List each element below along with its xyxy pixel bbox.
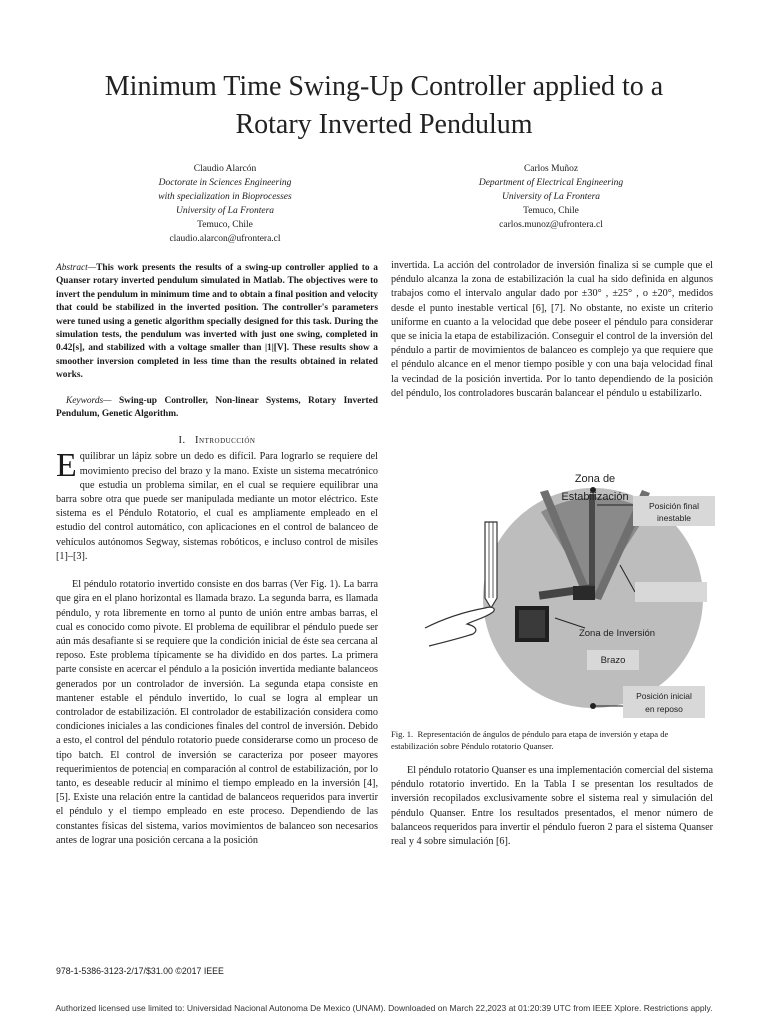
author-email: carlos.munoz@ufrontera.cl [499,220,603,230]
keywords [56,395,378,422]
title-line-2: Rotary Inverted Pendulum [235,109,533,140]
right-column-text-1 [391,259,713,401]
paper-title [40,68,728,144]
pivot-block [573,586,595,600]
initial-pos-label-2: en reposo [645,704,683,714]
author-city: Temuco, Chile [523,206,579,216]
author-affiliation: University of La Frontera [501,192,601,202]
right-column-text-2 [391,764,713,849]
author-affiliation: with specialization in Bioprocesses [158,192,292,202]
section-title: Introducción [195,435,256,447]
copyright-line: 978-1-5386-3123-2/17/$31.00 ©2017 IEEE [56,966,224,976]
final-pos-label-1: Posición final [648,501,700,511]
authorized-use-notice: Authorized licensed use limited to: Universidad Nacional Autonoma De Mexico (UNAM). Downloaded on March 22,2023 at 01:20:39 UTC from IEEE Xplore. Restrictions apply. [55,1003,713,1013]
author-affiliation: Department of Electrical Engineering [478,178,624,188]
pendulum-box [635,582,707,602]
intro-paragraph-1 [56,447,378,564]
title-line-1: Minimum Time Swing-Up Controller applied to a [104,71,664,102]
motor-base-inner [519,610,545,638]
intro-paragraph-2: El péndulo rotatorio invertido consiste en dos barras (Ver Fig. 1). La barra que gira en el plano horizontal es llamada brazo. La segunda barra, es llamada péndulo, y rota libremente en torno al punto de unión entre ambas barras, el cual es conocido como pivote. El problema de equilibrar el péndulo puede ser aún más desafiante si se requiere que la condición inicial de éste sea cercana al reposo. Este problema típicamente se ha dividido en dos partes. La primera parte consiste en acercar el péndulo a la posición invertida mediante balanceos generados por un controlador de inversión. La segunda etapa consiste en mantener estable el péndulo invertido, lo cual se logra al emplear un controlador de estabilización. El controlador de estabilización considera como condiciones iniciales a las condiciones finales del control de inversión. Debido a esto, el control del péndulo rotatorio puede considerarse como un proceso de tipo batch. El control de inversión se caracteriza por poseer mayores requerimientos de potencia| en comparación al control de estabilización, por lo tanto, es deseable reducir al mínimo el tiempo empleado en la inversión [4], [5]. Existe una relación entre la cantidad de balanceos requeridos para invertir el péndulo y el tiempo empleado en este proceso. Dependiendo de las constantes físicas del sistema, varios movimientos de balanceo son necesarios antes de lograr una posición cercana a la posición [56,579,378,846]
author-name: Claudio Alarcón [193,164,257,174]
author-city: Temuco, Chile [197,220,253,230]
abstract-lead: Abstract— [56,263,97,273]
author-email: claudio.alarcon@ufrontera.cl [169,234,281,244]
author-name: Carlos Muñoz [523,164,579,174]
figure-caption [391,728,713,752]
right-paragraph-1: invertida. La acción del controlador de inversión finaliza si se cumple que el péndulo alcanza la zona de estabilización la cual ha sido definida en algunos trabajos como el intervalo angular dado por ±30° , ±25° , o ±20°, medidos desde el punto inestable vertical [6], [7]. No obstante, no existe un criterio uniforme en cuanto a la velocidad que debe poseer el péndulo para considerar que se inicia la etapa de estabilización. Conseguir el control de la inversión del péndulo a partir de movimientos de balanceo es complejo ya que requiere que el péndulo alcance en el menor tiempo posible y con una baja velocidad final la vecindad de la posición invertida. Por lo tanto dependiendo de la posición del péndulo, los controladores buscarán balancear el péndulo u estabilizarlo. [391,260,713,399]
abstract-body: This work presents the results of a swing-up controller applied to a Quanser rotary inverted pendulum simulated in Matlab. The objectives were to invert the pendulum in minimum time and to obtain a final position and velocity that could be stabilized in the inverted position. The controller's parameters were tuned using a genetic algorithm specially designed for this task. During the simulation tests, the pendulum was inverted with just one swing, completed in 0.42[s], and stabilized with a voltage smaller than |1|[V]. These results show a smoother inversion completed in less time than the results obtained in related works. [56,263,378,381]
author-block-2 [436,162,666,232]
keywords-body: Swing-up Controller, Non-linear Systems, Rotary Inverted Pendulum, Genetic Algorithm. [56,395,378,420]
abstract [56,262,378,383]
inversion-zone-label: Zona de Inversión [578,628,656,639]
author-block-1 [110,162,340,246]
pencil-hand-sketch [425,522,497,646]
initial-pos-label-1: Posición inicial [636,691,692,701]
caption-label: Fig. 1. [391,729,414,739]
author-affiliation: Doctorate in Sciences Engineering [158,178,292,188]
drop-cap: E [56,447,77,485]
keywords-lead: Keywords— [66,395,112,406]
author-affiliation: University of La Frontera [175,206,275,216]
left-column [56,262,378,848]
arm-label: Brazo [600,655,626,666]
stab-zone-label-2: Estabilización [561,491,629,503]
intro-text [56,447,378,847]
pendulum-figure [405,460,725,725]
stab-zone-label-1: Zona de [574,473,616,485]
section-number: I. [178,435,186,447]
pendulum-rod [589,494,595,598]
right-paragraph-2: El péndulo rotatorio Quanser es una implementación comercial del sistema péndulo rotatorio invertido. En la Tabla I se presentan los resultados de inversión recopilados exclusivamente sobre el sistema real y simulación del péndulo Quanser. Entre los resultados presentados, el menor número de balanceos requeridos para invertir el péndulo fueron 2 para el sistema Quanser real y 4 sobre simulación [6]. [391,765,713,848]
section-heading [56,435,378,446]
intro-paragraph-1-text: quilibrar un lápiz sobre un dedo es difícil. Para lograrlo se requiere del movimiento preciso del brazo y la mano. Existe un sistema mecatrónico que estudia un problema similar, en el cual se requiere equilibrar una barra sobre otra que puede ser manipulada mediante un motor eléctrico. Este sistema es el Péndulo Rotatorio, el cual es ampliamente empleado en el estudio del control automático, con aplicaciones en el control de balanceo de vehículos autónomos Segway, sistemas robóticos, e incluso control de misiles [1]–[3]. [56,451,378,562]
caption-text: Representación de ángulos de péndulo para etapa de inversión y etapa de estabilización sobre Péndulo rotatorio Quanser. [391,729,669,751]
final-pos-label-2: inestable [656,513,692,523]
